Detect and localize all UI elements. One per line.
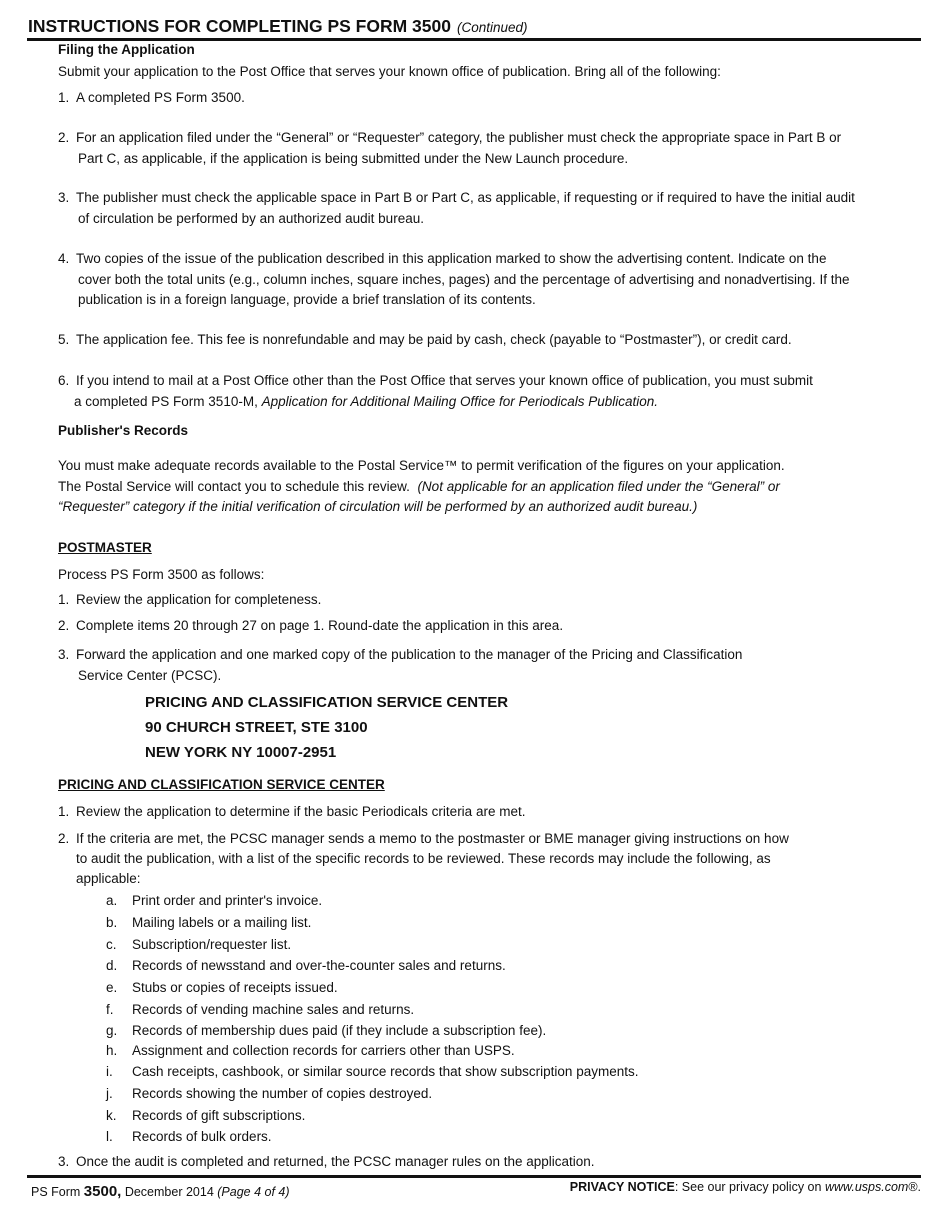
postmaster-heading: POSTMASTER [58,540,152,555]
continued-label: (Continued) [456,20,528,35]
page-title: INSTRUCTIONS FOR COMPLETING PS FORM 3500 (Continued) [28,16,528,36]
record-item-l: l. Records of bulk orders. [106,1129,272,1144]
filing-item-6: 6. If you intend to mail at a Post Office other than the Post Office that serves your known office of publication, you must submit a completed PS Form 3510-M, Application for Additional Mailing Office for Periodicals Publication. [58,373,813,409]
filing-item-1: 1. A completed PS Form 3500. [58,90,245,105]
record-item-g: g. Records of membership dues paid (if they include a subscription fee). [106,1023,547,1038]
filing-intro: Submit your application to the Post Office that serves your known office of publication. Bring all of the following: [58,64,721,79]
form-footer: PS Form 3500, December 2014 (Page 4 of 4) [31,1183,290,1200]
records-heading: Publisher's Records [58,423,189,438]
record-item-e: e. Stubs or copies of receipts issued. [106,980,338,995]
record-item-a: a. Print order and printer's invoice. [106,893,323,908]
pcsc-item-1: 1. Review the application to determine if the basic Periodicals criteria are met. [58,804,526,819]
filing-item-3: 3. The publisher must check the applicable space in Part B or Part C, as applicable, if requesting or if required to have the initial audit of circulation be performed by an authorized audit bureau. [58,190,855,226]
record-item-i: i. Cash receipts, cashbook, or similar source records that show subscription payments. [106,1064,639,1079]
privacy-policy-link[interactable]: www.usps.com [824,1180,909,1194]
pcsc-address-line-2: 90 CHURCH STREET, STE 3100 [145,719,368,736]
record-item-h: h. Assignment and collection records for carriers other than USPS. [106,1043,515,1058]
filing-heading: Filing the Application [58,42,195,57]
record-item-f: f. Records of vending machine sales and returns. [106,1002,415,1017]
filing-item-4: 4. Two copies of the issue of the publication described in this application marked to show the advertising content. Indicate on the cover both the total units (e.g., column inches, square inches, pages) and the percentage of advertising and nonadvertising. If the publication is in a foreign language, provide a brief translation of its contents. [58,251,850,307]
record-item-d: d. Records of newsstand and over-the-counter sales and returns. [106,958,506,973]
postmaster-item-3: 3. Forward the application and one marked copy of the publication to the manager of the Pricing and Classification Service Center (PCSC). [58,647,743,683]
footer-rule [27,1175,921,1178]
pcsc-address-line-1: PRICING AND CLASSIFICATION SERVICE CENTER [145,694,509,711]
postmaster-item-2: 2. Complete items 20 through 27 on page 1. Round-date the application in this area. [58,618,564,633]
pcsc-address-line-3: NEW YORK NY 10007-2951 [145,744,337,761]
pcsc-item-3: 3. Once the audit is completed and returned, the PCSC manager rules on the application. [58,1154,595,1169]
header-rule [27,38,921,41]
record-item-j: j. Records showing the number of copies destroyed. [106,1086,433,1101]
pcsc-heading: PRICING AND CLASSIFICATION SERVICE CENTER [58,777,385,792]
postmaster-intro: Process PS Form 3500 as follows: [58,567,265,582]
record-item-b: b. Mailing labels or a mailing list. [106,915,312,930]
privacy-notice: PRIVACY NOTICE: See our privacy policy on www.usps.com®. [569,1180,921,1194]
pcsc-item-2: 2. If the criteria are met, the PCSC manager sends a memo to the postmaster or BME manager giving instructions on how to audit the publication, with a list of the specific records to be reviewed. These records may include the following, as applicable: [58,831,789,886]
filing-item-5: 5. The application fee. This fee is nonrefundable and may be paid by cash, check (payable to “Postmaster”), or credit card. [58,332,792,347]
filing-item-2: 2. For an application filed under the “General” or “Requester” category, the publisher must check the appropriate space in Part B or Part C, as applicable, if the application is being submitted under the New Launch procedure. [58,130,842,166]
records-paragraph: You must make adequate records available to the Postal Service™ to permit verification of the figures on your application. The Postal Service will contact you to schedule this review. (Not applicable for an application filed under the “General” or “Requester” category if the initial verification of circulation will be performed by an authorized audit bureau.) [58,458,785,514]
record-item-k: k. Records of gift subscriptions. [106,1108,306,1123]
postmaster-item-1: 1. Review the application for completeness. [58,592,322,607]
record-item-c: c. Subscription/requester list. [106,937,292,952]
